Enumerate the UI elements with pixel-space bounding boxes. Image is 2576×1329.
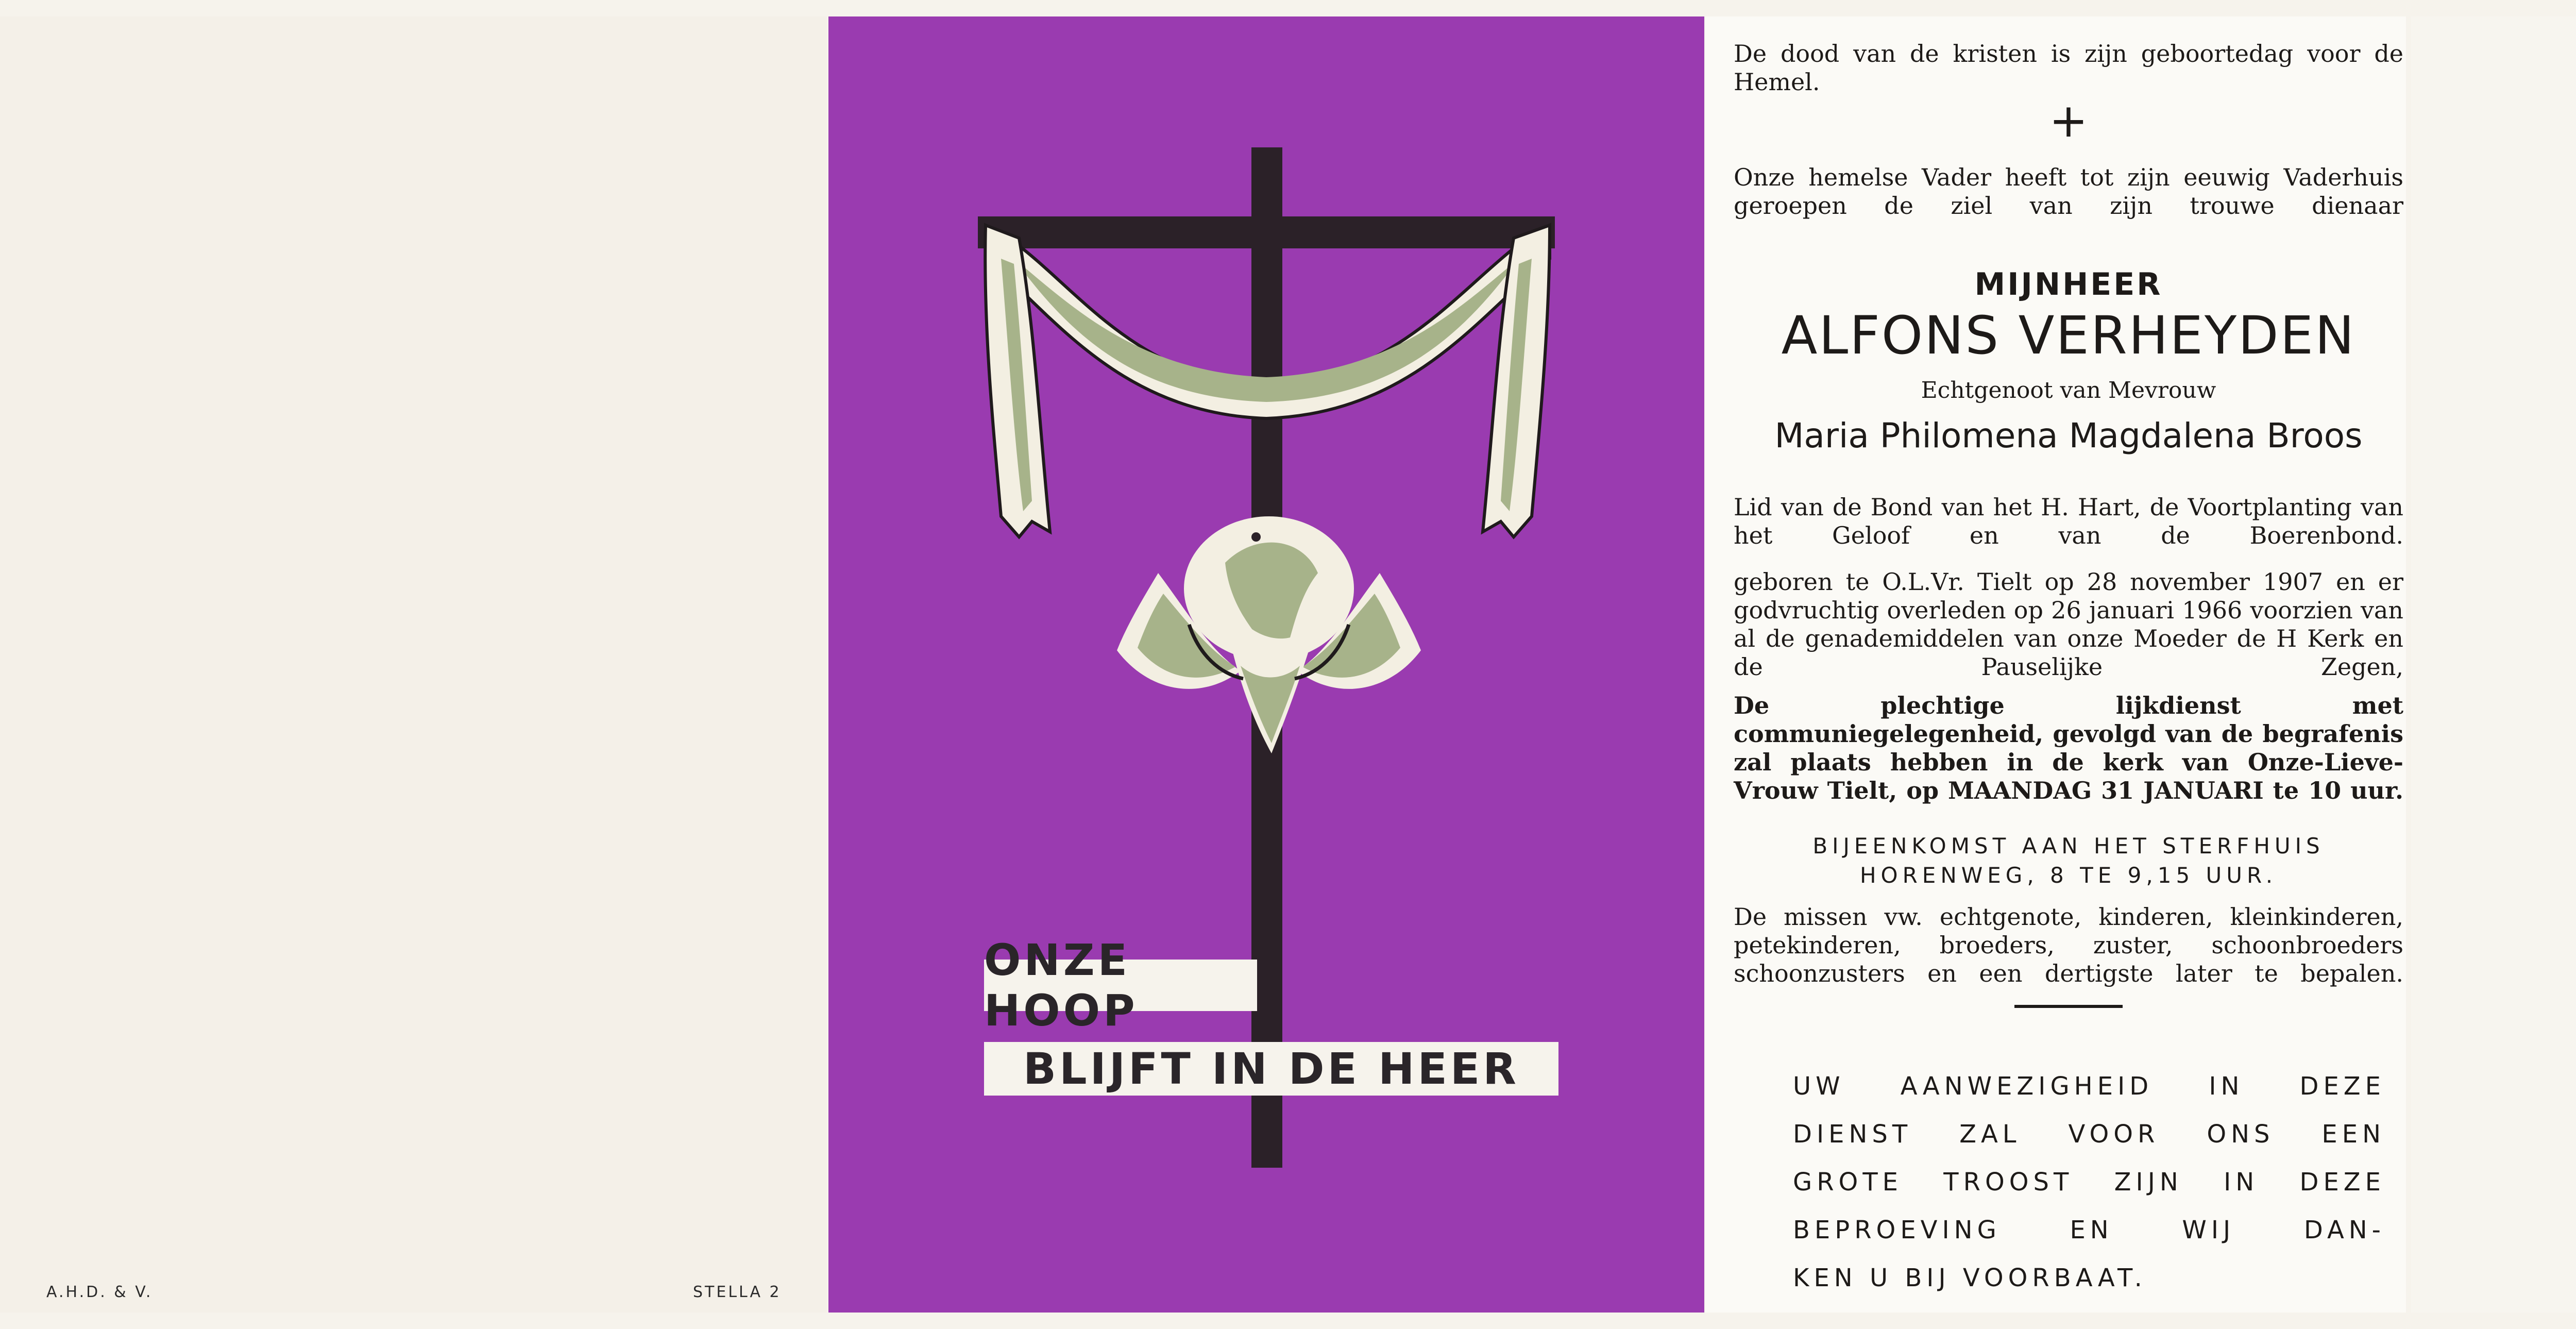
presence-line: UW AANWEZIGHEID IN DEZE — [1793, 1072, 2385, 1101]
birth-death-text: geboren te O.L.Vr. Tielt op 28 november 1907 en er godvruchtig overleden op 26 januari 1966 voorzien van al de genademiddelen van onze Moeder de H Kerk en de Pauselijke Zegen, — [1734, 568, 2403, 681]
announcement-text: Onze hemelse Vader heeft tot zijn eeuwig Vaderhuis geroepen de ziel van zijn trouwe dienaar — [1734, 163, 2403, 220]
dove-symbol — [1117, 516, 1421, 753]
spouse-name: Maria Philomena Magdalena Broos — [1774, 416, 2363, 456]
gathering-line-2: HORENWEG, 8 TE 9,15 UUR. — [1859, 863, 2278, 888]
slogan-line-1: ONZE HOOP — [984, 960, 1257, 1011]
opening-quote: De dood van de kristen is zijn geboortedag voor de Hemel. — [1734, 40, 2403, 96]
obituary-main-panel — [1705, 16, 2406, 1313]
spouse-intro: Echtgenoot van Mevrouw — [1921, 377, 2216, 403]
cross-symbol: + — [2049, 94, 2088, 148]
series-mark: STELLA 2 — [693, 1283, 782, 1301]
slogan-line-2: BLIJFT IN DE HEER — [984, 1042, 1558, 1096]
family-panel — [2411, 16, 2576, 1313]
funeral-text: De plechtige lijkdienst met communiegelegenheid, gevolgd van de begrafenis zal plaats hebben in de kerk van Onze-Lieve-Vrouw Tielt, op MAANDAG 31 JANUARI te 10 uur. — [1734, 692, 2403, 804]
presence-line: DIENST ZAL VOOR ONS EEN — [1793, 1120, 2385, 1149]
membership-text: Lid van de Bond van het H. Hart, de Voortplanting van het Geloof en van de Boerenbond. — [1734, 493, 2403, 549]
presence-line: KEN U BIJ VOORBAAT. — [1793, 1264, 2147, 1292]
deceased-name: ALFONS VERHEYDEN — [1781, 305, 2356, 366]
presence-line: GROTE TROOST ZIJN IN DEZE — [1793, 1168, 2385, 1197]
cross-horizontal-beam — [978, 216, 1555, 248]
presence-line: BEPROEVING EN WIJ DAN- — [1793, 1216, 2385, 1244]
printer-mark: A.H.D. & V. — [46, 1283, 153, 1301]
masses-text: De missen vw. echtgenote, kinderen, kleinkinderen, petekinderen, broeders, zuster, schoonbroeders schoonzusters en een dertigste later te bepalen. — [1734, 903, 2403, 987]
cross-dove-illustration — [828, 16, 1704, 1313]
left-blank-panel — [0, 16, 827, 1313]
honorific-title: MIJNHEER — [1974, 266, 2163, 302]
divider — [2014, 1005, 2123, 1008]
cover-panel — [828, 16, 1704, 1313]
presence-message — [1793, 1063, 2385, 1302]
gathering-line-1: BIJEENKOMST AAN HET STERFHUIS — [1812, 833, 2325, 859]
